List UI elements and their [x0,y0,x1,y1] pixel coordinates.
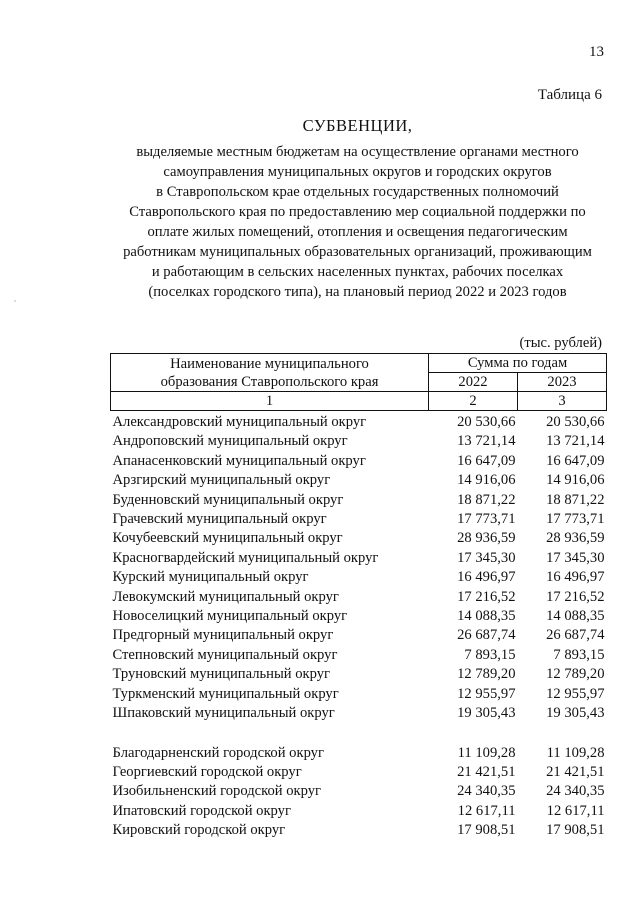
district-name: Степновский муниципальный округ [112,646,338,663]
district-name: Новоселицкий муниципальный округ [112,608,348,625]
table-body [111,411,607,841]
table-row [111,432,607,451]
header-name-cell [111,354,429,392]
value-2023: 21 421,51 [546,763,605,780]
table-row [111,744,607,763]
header-sum-cell: Сумма по годам [429,354,607,373]
document-title: СУБВЕНЦИИ, [302,116,413,135]
value-2022: 12 955,97 [457,685,516,702]
district-name: Труновский муниципальный округ [112,666,330,683]
value-2022: 11 109,28 [457,744,516,761]
value-2023: 17 773,71 [546,511,605,528]
district-name: Арзгирский муниципальный округ [112,472,331,489]
value-2022: 13 721,14 [457,433,516,450]
district-name: Курский муниципальный округ [112,569,309,586]
description-line: самоуправления муниципальных округов и городских округов [163,164,552,180]
value-2022: 14 088,35 [457,608,516,625]
description-line: и работающим в сельских населенных пунктах, рабочих поселках [151,264,564,280]
table-row [111,685,607,704]
value-2023: 17 345,30 [546,549,605,566]
title-block [100,116,615,302]
district-name: Шпаковский муниципальный округ [112,705,335,722]
table-row [111,607,607,626]
value-2022: 26 687,74 [457,627,516,644]
value-2022: 16 496,97 [457,569,516,586]
value-2023: 14 088,35 [546,608,605,625]
value-2022: 17 345,30 [457,549,516,566]
district-name: Кочубеевский муниципальный округ [112,530,343,547]
table-row [111,626,607,645]
value-2022: 24 340,35 [457,783,516,800]
district-name: Георгиевский городской округ [112,763,302,780]
header-name-line2: образования Ставропольского края [160,373,379,390]
description-line: оплате жилых помещений, отопления и освещения педагогическим [147,224,568,240]
column-number-1: 1 [111,392,429,411]
value-2023: 26 687,74 [546,627,605,644]
header-name-line1: Наименование муниципального [170,355,369,372]
value-2023: 12 789,20 [546,666,605,683]
value-2023: 12 955,97 [546,685,605,702]
district-name: Кировский городской округ [112,822,286,839]
description-line: в Ставропольском крае отдельных государственных полномочий [156,184,559,200]
table-row [111,763,607,782]
table-row [111,529,607,548]
value-2022: 14 916,06 [457,472,516,489]
value-2022: 20 530,66 [457,414,516,430]
description-line: (поселках городского типа), на плановый период 2022 и 2023 годов [148,284,567,300]
table-row [111,665,607,684]
value-2022: 21 421,51 [457,763,516,780]
value-2023: 12 617,11 [546,802,605,819]
value-2022: 28 936,59 [457,530,516,547]
table-row [111,782,607,801]
district-name: Андроповский муниципальный округ [112,433,348,450]
district-name: Александровский муниципальный округ [112,414,367,430]
subsidies-table [110,353,607,841]
value-2023: 13 721,14 [546,433,605,450]
value-2023: 18 871,22 [546,491,605,508]
column-number-2: 2 [429,392,518,411]
value-2023: 19 305,43 [546,705,605,722]
page-number: 13 [589,44,604,60]
header-year-2023: 2023 [518,373,607,392]
district-name: Апанасенковский муниципальный округ [112,452,366,469]
table-label: Таблица 6 [537,87,602,103]
district-name: Грачевский муниципальный округ [112,511,327,528]
district-name: Предгорный муниципальный округ [112,627,334,644]
units-label: (тыс. рублей) [519,335,602,351]
district-name: Буденновский муниципальный округ [112,491,344,508]
value-2022: 19 305,43 [457,705,516,722]
table-row [111,549,607,568]
value-2023: 16 496,97 [546,569,605,586]
district-name: Ипатовский городской округ [112,802,291,819]
document-description [100,142,615,302]
value-2022: 17 908,51 [457,822,516,839]
column-number-3: 3 [518,392,607,411]
header-year-2022: 2022 [429,373,518,392]
value-2023: 20 530,66 [546,414,605,430]
district-name: Благодарненский городской округ [112,744,324,761]
table-row [111,821,607,840]
table-row [111,802,607,821]
value-2023: 16 647,09 [546,452,605,469]
table-row [111,452,607,471]
value-2023: 11 109,28 [546,744,605,761]
value-2022: 18 871,22 [457,491,516,508]
value-2023: 7 893,15 [553,646,605,663]
value-2022: 16 647,09 [457,452,516,469]
table-row [111,646,607,665]
district-name: Красногвардейский муниципальный округ [112,549,379,566]
table-row [111,491,607,510]
table-row [111,568,607,587]
value-2022: 12 617,11 [457,802,516,819]
value-2022: 7 893,15 [464,646,516,663]
table-row [111,411,607,433]
value-2023: 24 340,35 [546,783,605,800]
spacer-cell [111,724,607,744]
group-spacer [111,724,607,744]
value-2022: 17 773,71 [457,511,516,528]
value-2022: 12 789,20 [457,666,516,683]
value-2023: 28 936,59 [546,530,605,547]
district-name: Изобильненский городской округ [112,783,321,800]
value-2023: 17 908,51 [546,822,605,839]
district-name: Туркменский муниципальный округ [112,685,339,702]
table-row [111,471,607,490]
value-2022: 17 216,52 [457,588,516,605]
scan-artifact [14,300,16,302]
value-2023: 14 916,06 [546,472,605,489]
table-row [111,510,607,529]
table-row [111,704,607,723]
description-line: работникам муниципальных образовательных организаций, проживающим [123,244,592,260]
district-name: Левокумский муниципальный округ [112,588,339,605]
table-header [111,354,607,411]
description-line: Ставропольского края по предоставлению мер социальной поддержки по [129,204,586,220]
value-2023: 17 216,52 [546,588,605,605]
description-line: выделяемые местным бюджетам на осуществление органами местного [136,144,579,160]
table-row [111,588,607,607]
